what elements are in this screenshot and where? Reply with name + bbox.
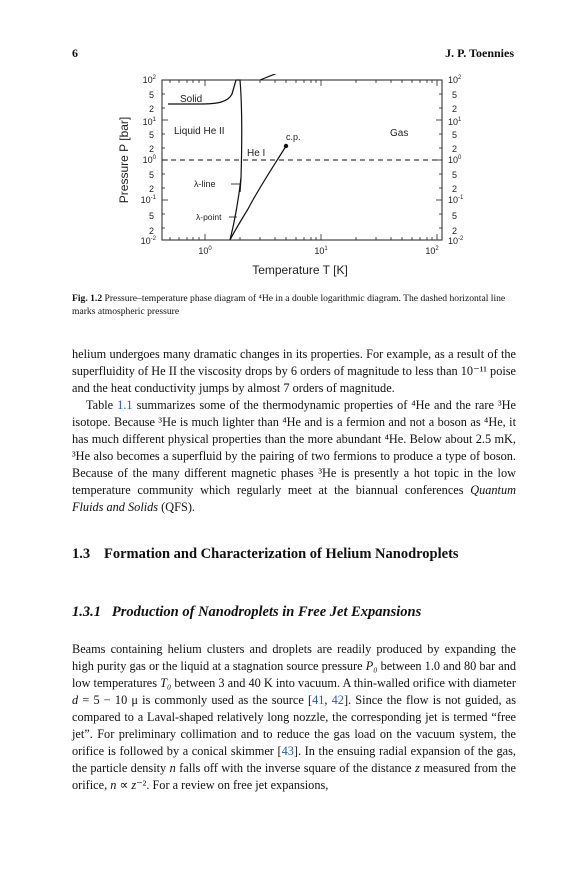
ytick-right-2: 2: [452, 184, 458, 194]
figure-caption-text: Pressure–temperature phase diagram of ⁴He in a double logarithmic diagram. The dashed horizontal line marks atmospheric pressure: [72, 293, 506, 317]
p3-t1: Beams containing helium clusters and droplets are readily produced by expanding the high purity gas or the liquid at a stagnation source pressure: [72, 642, 516, 673]
section-title: Formation and Characterization of Helium Nanodroplets: [104, 546, 459, 562]
p3-t3: between 3 and 40 K into vacuum. A thin-walled orifice with diameter: [171, 676, 516, 690]
lambda-line-label: λ-line: [194, 179, 216, 189]
ytick-1e1: $10^1$: [142, 117, 156, 127]
p3-d: d: [72, 693, 79, 707]
y-ticks-left: [141, 75, 157, 246]
p3-T0: T₀: [160, 676, 172, 690]
ytick-1e-1: $10^{-1}$: [140, 195, 156, 205]
p3-z: z: [415, 761, 420, 775]
subsection-number: 1.3.1: [72, 604, 101, 620]
p3-t5: ]. Since the flow is not guided, as compared to a Laval-shaped relatively long nozzle, the corresponding jet is termed “free jet”. For preliminary collimation and to reduce the gas load on the vacuum system, the orifice is followed by a conical skimmer [: [72, 693, 517, 758]
upper-boundary-line: [260, 74, 280, 80]
citation-42-link[interactable]: 42: [331, 693, 344, 707]
figure-label: Fig. 1.2: [72, 293, 103, 304]
ytick-right-2: 2: [452, 144, 458, 154]
ytick-right-1e-1: $10^{-1}$: [448, 195, 464, 205]
ytick-5: 5: [148, 211, 154, 221]
figure-caption: [72, 292, 516, 318]
y-ticks-right: [448, 75, 464, 246]
x-axis-label: Temperature T [K]: [252, 263, 348, 277]
ytick-5: 5: [148, 130, 154, 140]
ytick-right-1e-2: $10^{-2}$: [448, 236, 464, 246]
ytick-right-5: 5: [452, 211, 458, 221]
p2-end: (QFS).: [158, 500, 195, 514]
solid-he1-boundary: [236, 80, 242, 192]
subsection-title: Production of Nanodroplets in Free Jet Expansions: [111, 604, 422, 620]
ytick-5: 5: [148, 90, 154, 100]
p3-t6: ]. In the ensuing radial expansion of the gas, the particle density: [72, 744, 516, 775]
critical-point-label: c.p.: [286, 132, 301, 142]
body-text-block-1: [72, 346, 516, 516]
phase-diagram-figure: [110, 74, 470, 284]
xtick-1e1: $10^1$: [314, 246, 328, 256]
section-heading: [72, 545, 484, 563]
ytick-right-2: 2: [452, 226, 458, 236]
ytick-2: 2: [148, 104, 154, 114]
region-he1: He I: [247, 148, 266, 159]
xtick-1e2: $10^2$: [425, 246, 439, 256]
region-liquid-he2: Liquid He II: [174, 126, 225, 137]
ytick-2: 2: [148, 144, 154, 154]
p3-P0: P₀: [365, 659, 378, 673]
ytick-right-5: 5: [452, 90, 458, 100]
section-number: 1.3: [72, 546, 91, 562]
ytick-right-5: 5: [452, 170, 458, 180]
lambda-point-label: λ-point: [196, 212, 222, 222]
running-header-author: J. P. Toennies: [445, 46, 514, 60]
p2-pre: Table: [86, 398, 118, 412]
p3-n: n: [169, 761, 176, 775]
ytick-5: 5: [148, 170, 154, 180]
p3-n2: n: [110, 778, 117, 792]
subsection-heading: [72, 604, 421, 621]
citation-43-link[interactable]: 43: [281, 744, 294, 758]
body-text-block-2: [72, 641, 516, 794]
paragraph-2: [72, 397, 516, 516]
region-solid: Solid: [180, 94, 203, 105]
ytick-2: 2: [148, 184, 154, 194]
paragraph-3: [72, 641, 516, 794]
p3-c1: ,: [324, 693, 332, 707]
xtick-1e0: $10^0$: [198, 246, 212, 256]
p3-t8: measured from the orifice,: [72, 761, 517, 792]
ytick-right-1e2: $10^2$: [448, 75, 462, 85]
p3-t2: between 1.0 and 80 bar and low temperatures: [72, 659, 516, 690]
p3-t4: = 5 − 10 μ is commonly used as the source [: [78, 693, 313, 707]
p3-t7: falls off with the inverse square of the distance: [175, 761, 415, 775]
ytick-1e-2: $10^{-2}$: [140, 236, 156, 246]
page-number: 6: [72, 46, 78, 60]
p3-t9: ∝: [116, 778, 132, 792]
p2-italic: Quantum Fluids and Solids: [72, 483, 516, 514]
ytick-2: 2: [148, 226, 154, 236]
ytick-right-1e1: $10^1$: [448, 117, 462, 127]
critical-point: [284, 144, 288, 148]
p2-body: summarizes some of the thermodynamic properties of ⁴He and the rare ³He isotope. Because ³He is much lighter than ⁴He and is a fermion and not a boson as ⁴He, it has much different physical properties than the more abundant ⁴He. Below about 2.5 mK, ³He also becomes a superfluid by the pairing of two fermions to produce a type of boson. Because of the many different magnetic phases ³He is presently a hot topic in the low temperature community which regularly meet at the biannual conferences: [72, 398, 516, 497]
y-axis-label: Pressure P [bar]: [117, 116, 131, 204]
ytick-right-2: 2: [452, 104, 458, 114]
table-ref-link[interactable]: 1.1: [117, 398, 133, 412]
citation-41-link[interactable]: 41: [312, 693, 325, 707]
ytick-right-5: 5: [452, 130, 458, 140]
ytick-1e2: $10^2$: [142, 75, 156, 85]
paragraph-1: helium undergoes many dramatic changes in its properties. For example, as a result of the superfluidity of He II the viscosity drops by 6 orders of magnitude to less than 10⁻¹¹ poise and the heat conductivity jumps by almost 7 orders of magnitude.: [72, 347, 516, 395]
p3-z2: z: [131, 778, 137, 792]
p3-t10: ⁻². For a review on free jet expansions,: [136, 778, 329, 792]
x-ticks: [198, 246, 439, 256]
ytick-right-1e0: $10^0$: [448, 155, 462, 165]
region-gas: Gas: [390, 128, 409, 139]
ytick-1e0: $10^0$: [142, 155, 156, 165]
